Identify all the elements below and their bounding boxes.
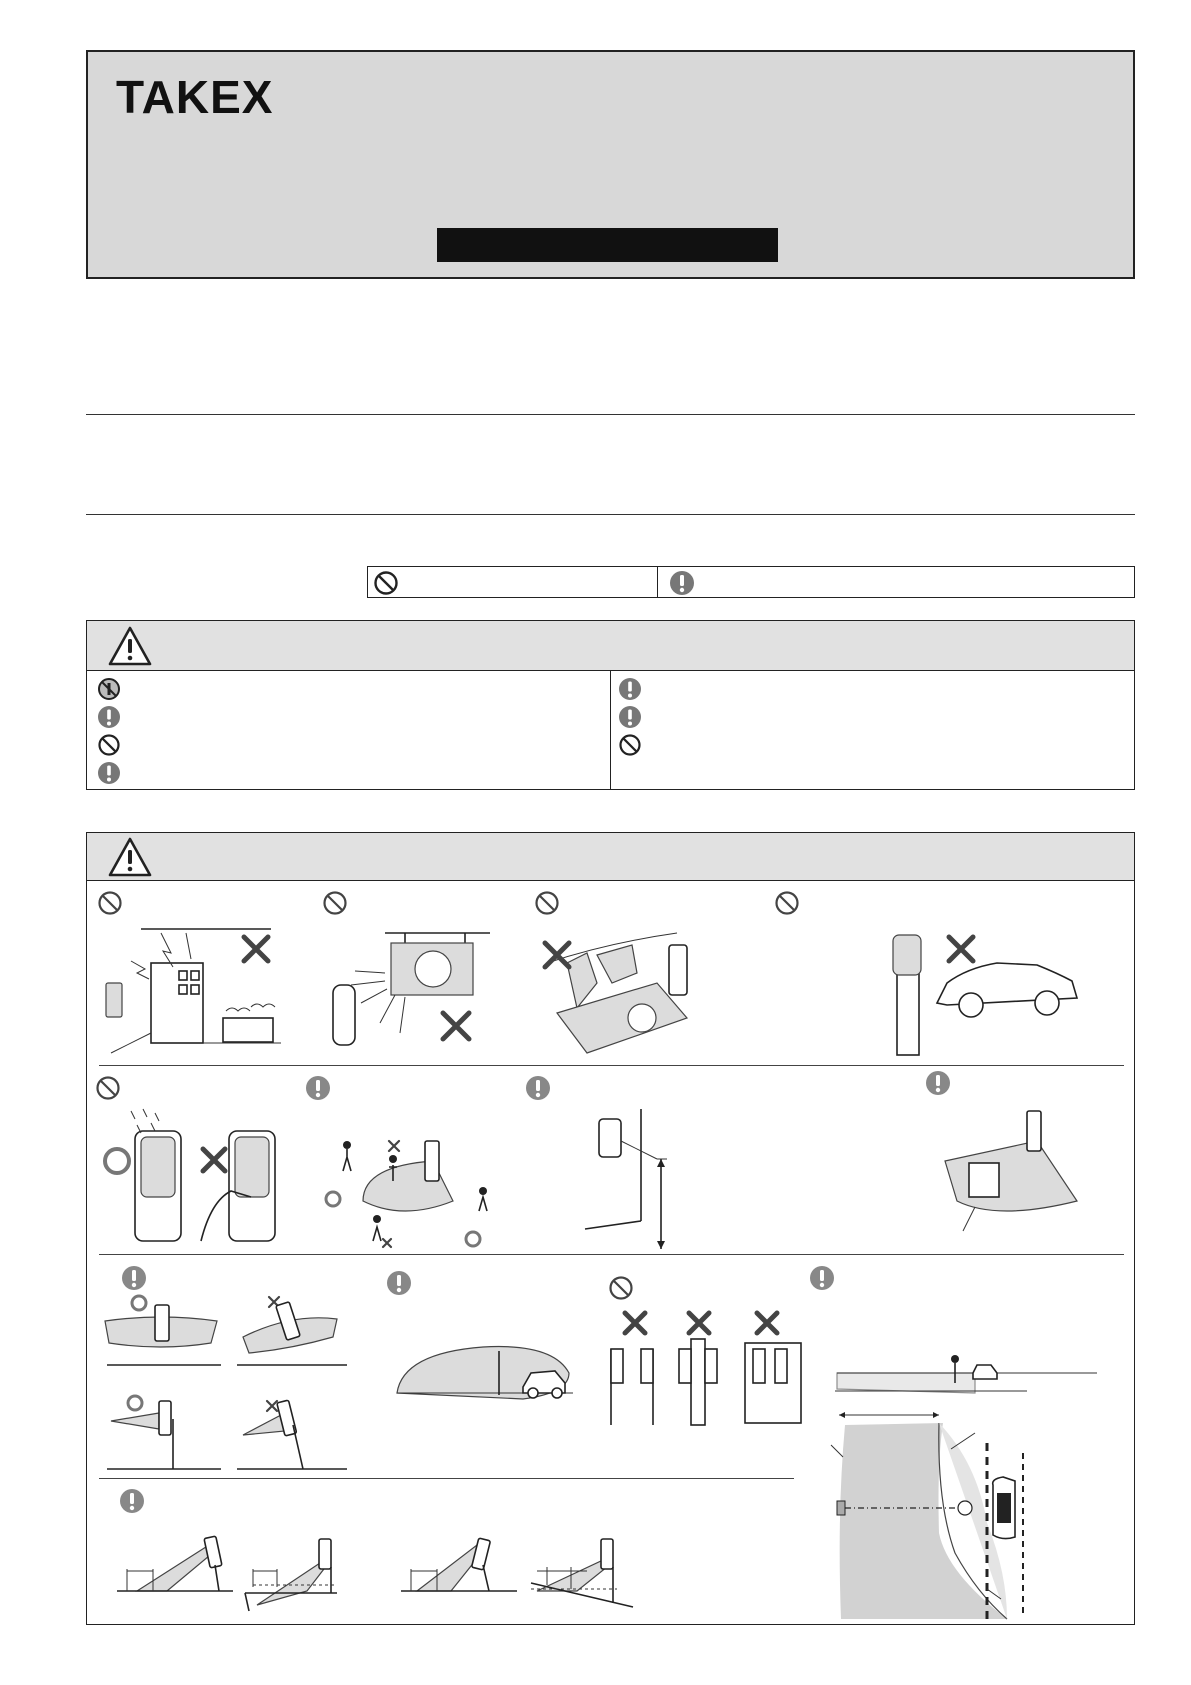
level-mounting-illustration bbox=[101, 1293, 341, 1473]
caution-heading bbox=[87, 833, 1134, 881]
mounting-height-illustration bbox=[577, 1101, 757, 1251]
prohibition-icon bbox=[608, 1275, 634, 1301]
caution-section bbox=[86, 832, 1135, 1625]
prohibition-icon bbox=[618, 733, 642, 757]
detection-area-plan-illustration bbox=[827, 1353, 1117, 1623]
prohibition-icon bbox=[534, 890, 560, 916]
divider-rule bbox=[86, 414, 1135, 415]
obstruction-illustration bbox=[937, 1101, 1117, 1251]
mandatory-icon bbox=[97, 761, 121, 785]
mandatory-icon bbox=[525, 1075, 551, 1101]
mandatory-icon bbox=[305, 1075, 331, 1101]
row-divider bbox=[99, 1065, 1124, 1066]
mandatory-icon bbox=[97, 705, 121, 729]
detection-beam-illustration bbox=[393, 1333, 583, 1413]
warning-heading bbox=[87, 621, 1134, 671]
mandatory-icon bbox=[119, 1488, 145, 1514]
row-divider bbox=[99, 1478, 794, 1479]
mandatory-icon bbox=[809, 1265, 835, 1291]
prohibition-icon bbox=[95, 1075, 121, 1101]
mandatory-icon bbox=[669, 570, 695, 596]
mandatory-icon bbox=[618, 705, 642, 729]
prohibition-icon bbox=[322, 890, 348, 916]
divider-rule bbox=[86, 514, 1135, 515]
warning-section bbox=[86, 620, 1135, 790]
noise-source-illustration bbox=[101, 923, 291, 1058]
water-spray-illustration bbox=[101, 1101, 291, 1251]
warning-triangle-icon bbox=[107, 625, 153, 667]
prohibition-icon bbox=[97, 890, 123, 916]
prohibition-icon bbox=[97, 733, 121, 757]
air-conditioner-illustration bbox=[325, 923, 495, 1058]
column-divider bbox=[610, 671, 611, 789]
mandatory-icon bbox=[925, 1070, 951, 1096]
mandatory-icon bbox=[386, 1270, 412, 1296]
prohibition-icon bbox=[774, 890, 800, 916]
symbol-legend bbox=[367, 566, 1135, 598]
row-divider bbox=[99, 1254, 1124, 1255]
prohibition-icon bbox=[373, 570, 399, 596]
model-title-bar bbox=[437, 228, 778, 262]
do-not-disassemble-icon bbox=[97, 677, 121, 701]
moving-objects-illustration bbox=[537, 923, 727, 1058]
brand-logo: TAKEX bbox=[116, 71, 274, 123]
mandatory-icon bbox=[121, 1265, 147, 1291]
approach-direction-illustration bbox=[323, 1101, 523, 1251]
caution-triangle-icon bbox=[107, 836, 153, 878]
angle-adjustment-illustration bbox=[117, 1531, 777, 1621]
vehicle-detection-illustration bbox=[887, 923, 1087, 1058]
legend-divider bbox=[657, 567, 658, 597]
mandatory-icon bbox=[618, 677, 642, 701]
side-by-side-mounting-illustration bbox=[603, 1309, 803, 1429]
